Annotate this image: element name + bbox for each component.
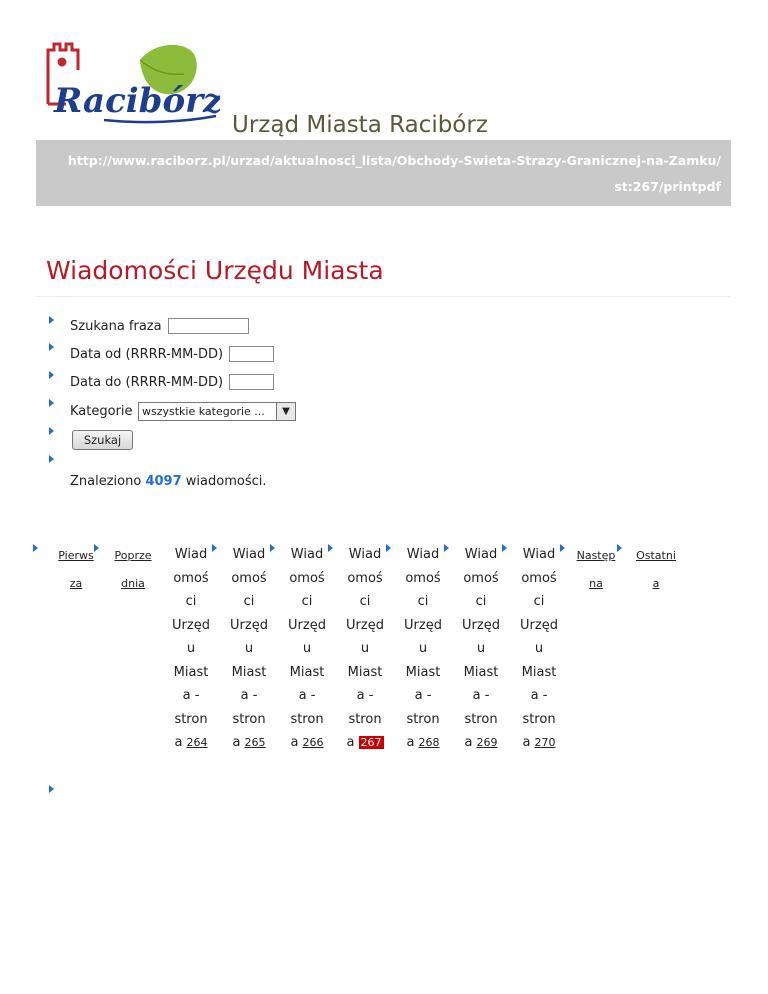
last-page-link[interactable]: Ostatni a — [636, 549, 676, 590]
date-from-label: Data od (RRRR-MM-DD) — [70, 347, 224, 362]
bullet-arrow-icon — [49, 343, 54, 351]
site-title: Urząd Miasta Racibórz — [232, 112, 488, 138]
prev-page-link[interactable]: Poprze dnia — [114, 549, 152, 590]
results-count-text: Znaleziono 4097 wiadomości. — [70, 474, 267, 489]
results-count: 4097 — [145, 474, 182, 489]
date-to-label: Data do (RRRR-MM-DD) — [70, 375, 224, 390]
category-label: Kategorie — [70, 404, 133, 419]
page-link-266[interactable]: Wiad omoś ci Urzęd u Miast a - stron a 266 — [288, 547, 326, 750]
site-logo[interactable] — [44, 40, 220, 132]
url-line-2: st:267/printpdf — [614, 179, 721, 194]
bullet-arrow-icon — [94, 544, 99, 552]
first-page-link[interactable]: Pierws za — [58, 549, 94, 590]
date-to-input[interactable] — [229, 374, 274, 390]
bullet-arrow-icon — [49, 455, 54, 463]
bullet-arrow-icon — [33, 544, 38, 552]
bullet-arrow-icon — [49, 371, 54, 379]
page-link-268[interactable]: Wiad omoś ci Urzęd u Miast a - stron a 268 — [404, 547, 442, 750]
logo-wordmark: Racibórz — [54, 81, 220, 121]
bullet-arrow-icon — [49, 427, 54, 435]
page-number: 269 — [476, 736, 498, 749]
category-value: wszystkie kategorie ... — [142, 405, 265, 418]
page-number: 264 — [186, 736, 208, 749]
divider — [36, 296, 731, 297]
page-link-265[interactable]: Wiad omoś ci Urzęd u Miast a - stron a 265 — [230, 547, 268, 750]
phrase-label: Szukana fraza — [70, 319, 162, 334]
page-link-264[interactable]: Wiad omoś ci Urzęd u Miast a - stron a 264 — [172, 547, 210, 750]
page-link-270[interactable]: Wiad omoś ci Urzęd u Miast a - stron a 270 — [520, 547, 558, 750]
page-url-bar — [36, 140, 731, 206]
page-link-269[interactable]: Wiad omoś ci Urzęd u Miast a - stron a 269 — [462, 547, 500, 750]
date-from-input[interactable] — [229, 346, 274, 362]
page-title: Wiadomości Urzędu Miasta — [46, 256, 384, 285]
url-line-1: http://www.raciborz.pl/urzad/aktualnosci_lista/Obchody-Swieta-Strazy-Granicznej-na-Zamku/ — [67, 153, 721, 168]
bullet-arrow-icon — [617, 544, 622, 552]
search-button[interactable]: Szukaj — [72, 430, 133, 450]
next-page-link[interactable]: Następ na — [576, 549, 616, 590]
page-number: 265 — [244, 736, 266, 749]
page-number: 268 — [418, 736, 440, 749]
bullet-arrow-icon — [49, 399, 54, 407]
chevron-down-icon[interactable]: ▼ — [276, 403, 295, 420]
page-number: 270 — [534, 736, 556, 749]
page-number: 266 — [302, 736, 324, 749]
bullet-arrow-icon — [49, 316, 54, 324]
phrase-input[interactable] — [168, 318, 249, 334]
category-select[interactable] — [138, 402, 296, 421]
page-link-267[interactable]: Wiad omoś ci Urzęd u Miast a - stron a 267 — [346, 547, 384, 750]
current-page-number: 267 — [360, 736, 382, 749]
bullet-arrow-icon — [49, 785, 54, 793]
